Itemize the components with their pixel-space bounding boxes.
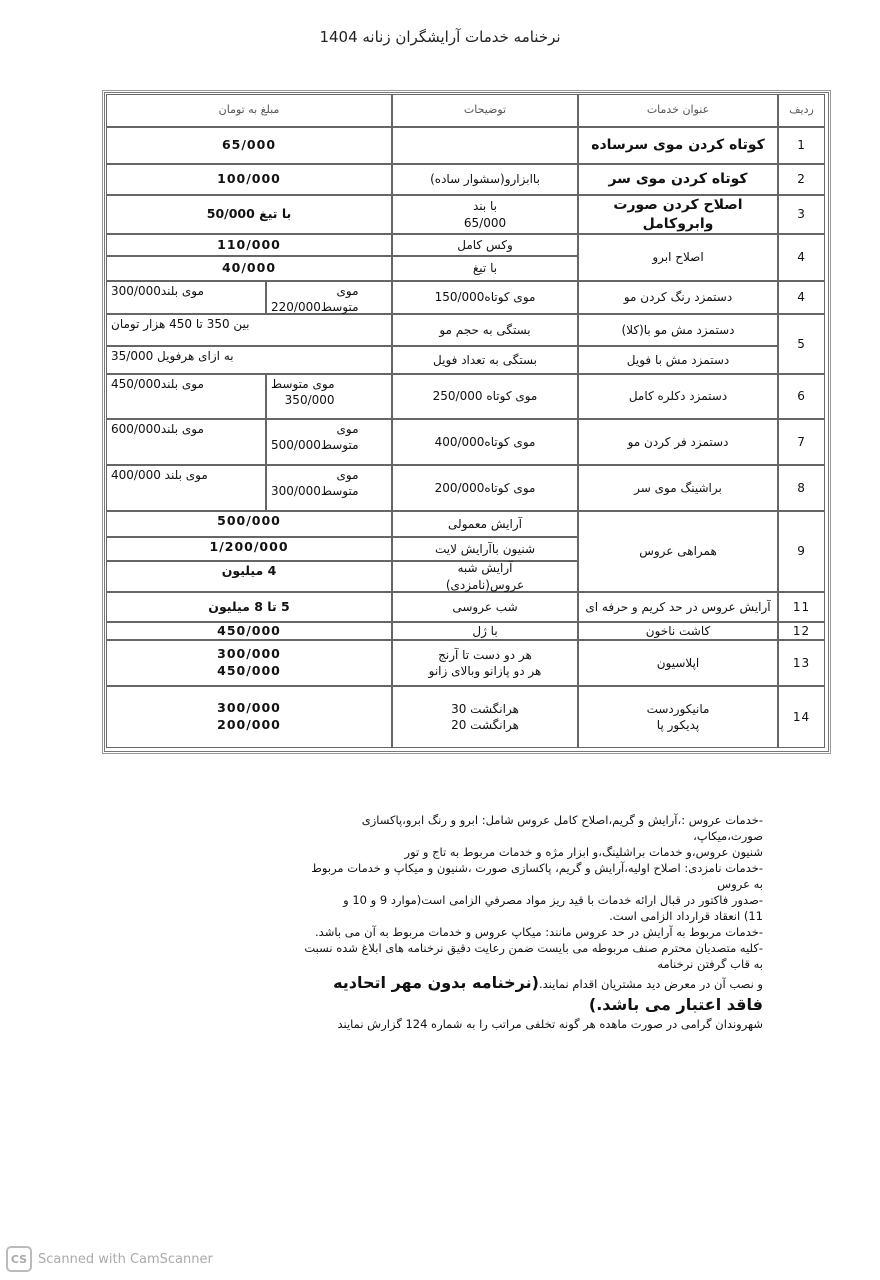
document-title: نرخنامه خدمات آرایشگران زنانه 1404	[319, 28, 561, 46]
warning-text: فاقد اعتبار می باشد.)	[588, 995, 763, 1014]
service-cell: کوتاه کردن موی سر	[578, 164, 778, 195]
price-cell: 100/000	[106, 164, 392, 195]
description-cell: هر دو دست تا آرنج هر دو پازانو وبالای زانو	[392, 640, 578, 686]
description-cell: موی کوتاه200/000	[392, 465, 578, 511]
price-table	[104, 92, 829, 752]
camscanner-watermark	[6, 1246, 213, 1272]
service-cell: دستمزد فر کردن مو	[578, 419, 778, 465]
camscanner-logo-icon: CS	[6, 1246, 32, 1272]
description-cell: با بند 65/000	[392, 195, 578, 234]
service-cell: کاشت ناخون	[578, 622, 778, 640]
row-number-cell: 2	[778, 164, 825, 195]
row-number-cell: 5	[778, 314, 825, 374]
header-row-no: ردیف	[778, 94, 825, 127]
service-cell: اصلاح ابرو	[578, 234, 778, 281]
description-cell: موی کوتاه150/000	[392, 281, 578, 314]
row-number-cell: 4	[778, 234, 825, 281]
watermark-text: Scanned with CamScanner	[38, 1251, 213, 1267]
row-number-cell: 4	[778, 281, 825, 314]
row-number-cell: 9	[778, 511, 825, 592]
row-number-cell: 3	[778, 195, 825, 234]
price-cell: 65/000	[106, 127, 392, 164]
description-cell: وکس کامل	[392, 234, 578, 256]
header-description: توضیحات	[392, 94, 578, 127]
note-line: به عروس	[717, 877, 763, 891]
row-number-cell: 7	[778, 419, 825, 465]
service-cell: دستمزد دکلره کامل	[578, 374, 778, 419]
description-cell: بستگی به تعداد فویل	[392, 346, 578, 374]
row-number-cell: 11	[778, 592, 825, 622]
row-number-cell: 6	[778, 374, 825, 419]
note-line: شنیون عروس،و خدمات براشلینگ،و ابزار مژه و خدمات مربوط به تاج و تور	[404, 845, 763, 859]
price-cell: 1/200/000	[106, 537, 392, 561]
service-cell: آرایش عروس در حد کریم و حرفه ای	[578, 592, 778, 622]
description-cell	[392, 127, 578, 164]
note-line: -خدمات مربوط به آرایش در حد عروس مانند: میکاپ عروس و خدمات مربوط به آن می باشد.	[315, 925, 763, 939]
price-long-cell: موی بلند600/000	[106, 419, 266, 465]
row-number-cell: 1	[778, 127, 825, 164]
price-cell: 40/000	[106, 256, 392, 281]
service-cell: دستمزد رنگ کردن مو	[578, 281, 778, 314]
row-number-cell: 14	[778, 686, 825, 748]
note-text: و نصب آن در معرض دید مشتریان اقدام نمایند.	[538, 977, 763, 991]
price-medium-cell: موی متوسط 350/000	[266, 374, 392, 419]
price-cell: 500/000	[106, 511, 392, 537]
price-cell: 4 میلیون	[106, 561, 392, 592]
service-cell: براشینگ موی سر	[578, 465, 778, 511]
price-long-cell: موی بلند300/000	[106, 281, 266, 314]
note-line: به قاب گرفتن نرخنامه	[657, 957, 763, 971]
note-line-with-warning	[108, 972, 763, 994]
price-long-cell: موی بلند 400/000	[106, 465, 266, 511]
description-cell: بستگی به حجم مو	[392, 314, 578, 346]
price-cell: 300/000 450/000	[106, 640, 392, 686]
row-number-cell: 12	[778, 622, 825, 640]
description-cell: آرایش معمولی	[392, 511, 578, 537]
note-line: -خدمات عروس :،آرایش و گریم،اصلاح کامل عروس شامل: ابرو و رنگ ابرو،پاکسازی	[361, 813, 763, 827]
service-cell: اصلاح کردن صورت وابروکامل	[578, 195, 778, 234]
note-line: 11) انعقاد قرارداد الزامی است.	[609, 909, 763, 923]
price-medium-cell: موی متوسط220/000	[266, 281, 392, 314]
description-cell: شب عروسی	[392, 592, 578, 622]
description-cell: آرایش شبه عروس(نامزدی)	[392, 561, 578, 592]
price-cell: 300/000 200/000	[106, 686, 392, 748]
description-cell: موی کوتاه 250/000	[392, 374, 578, 419]
description-cell: با تیغ	[392, 256, 578, 281]
row-number-cell: 8	[778, 465, 825, 511]
service-cell: دستمزد مش با فویل	[578, 346, 778, 374]
price-cell: 5 تا 8 میلیون	[106, 592, 392, 622]
header-price: مبلغ به تومان	[106, 94, 392, 127]
service-cell: مانیکوردست پدیکور پا	[578, 686, 778, 748]
note-line: -صدور فاکتور در قبال ارائه خدمات با قید ریز مواد مصرفي الزامی است(موارد 9 و 10 و	[343, 893, 763, 907]
row-number-cell: 13	[778, 640, 825, 686]
description-cell: باابزارو(سشوار ساده)	[392, 164, 578, 195]
price-long-cell: موی بلند450/000	[106, 374, 266, 419]
service-cell: اپلاسیون	[578, 640, 778, 686]
price-cell: 110/000	[106, 234, 392, 256]
notes-section	[108, 812, 763, 1032]
description-cell: با ژل	[392, 622, 578, 640]
service-cell: دستمزد مش مو با(کلا)	[578, 314, 778, 346]
note-line: شهروندان گرامی در صورت ماهده هر گونه تخلفی مراتب را به شماره 124 گزارش نمایند	[337, 1017, 763, 1031]
price-medium-cell: موی متوسط300/000	[266, 465, 392, 511]
price-medium-cell: موی متوسط500/000	[266, 419, 392, 465]
service-cell: همراهی عروس	[578, 511, 778, 592]
service-cell: کوتاه کردن موی سرساده	[578, 127, 778, 164]
price-cell: 450/000	[106, 622, 392, 640]
price-cell: به ازای هرفویل 35/000	[106, 346, 392, 374]
note-line: -خدمات نامزدی: اصلاح اولیه،آرایش و گریم، پاکسازی صورت ،شنیون و میکاپ و خدمات مربوط	[311, 861, 763, 875]
price-cell: بین 350 تا 450 هزار تومان	[106, 314, 392, 346]
header-service: عنوان خدمات	[578, 94, 778, 127]
description-cell: شنیون باآرایش لایت	[392, 537, 578, 561]
description-cell: موی کوتاه400/000	[392, 419, 578, 465]
warning-text: (نرخنامه بدون مهر اتحادیه	[333, 973, 539, 992]
note-line: صورت،میکاپ،	[693, 829, 763, 843]
note-line: -کلیه متصدیان محترم صنف مربوطه می بایست ضمن رعایت دقیق نرخنامه های ابلاغ شده نسبت	[304, 941, 763, 955]
description-cell: هرانگشت 30 هرانگشت 20	[392, 686, 578, 748]
price-cell: با تیغ 50/000	[106, 195, 392, 234]
